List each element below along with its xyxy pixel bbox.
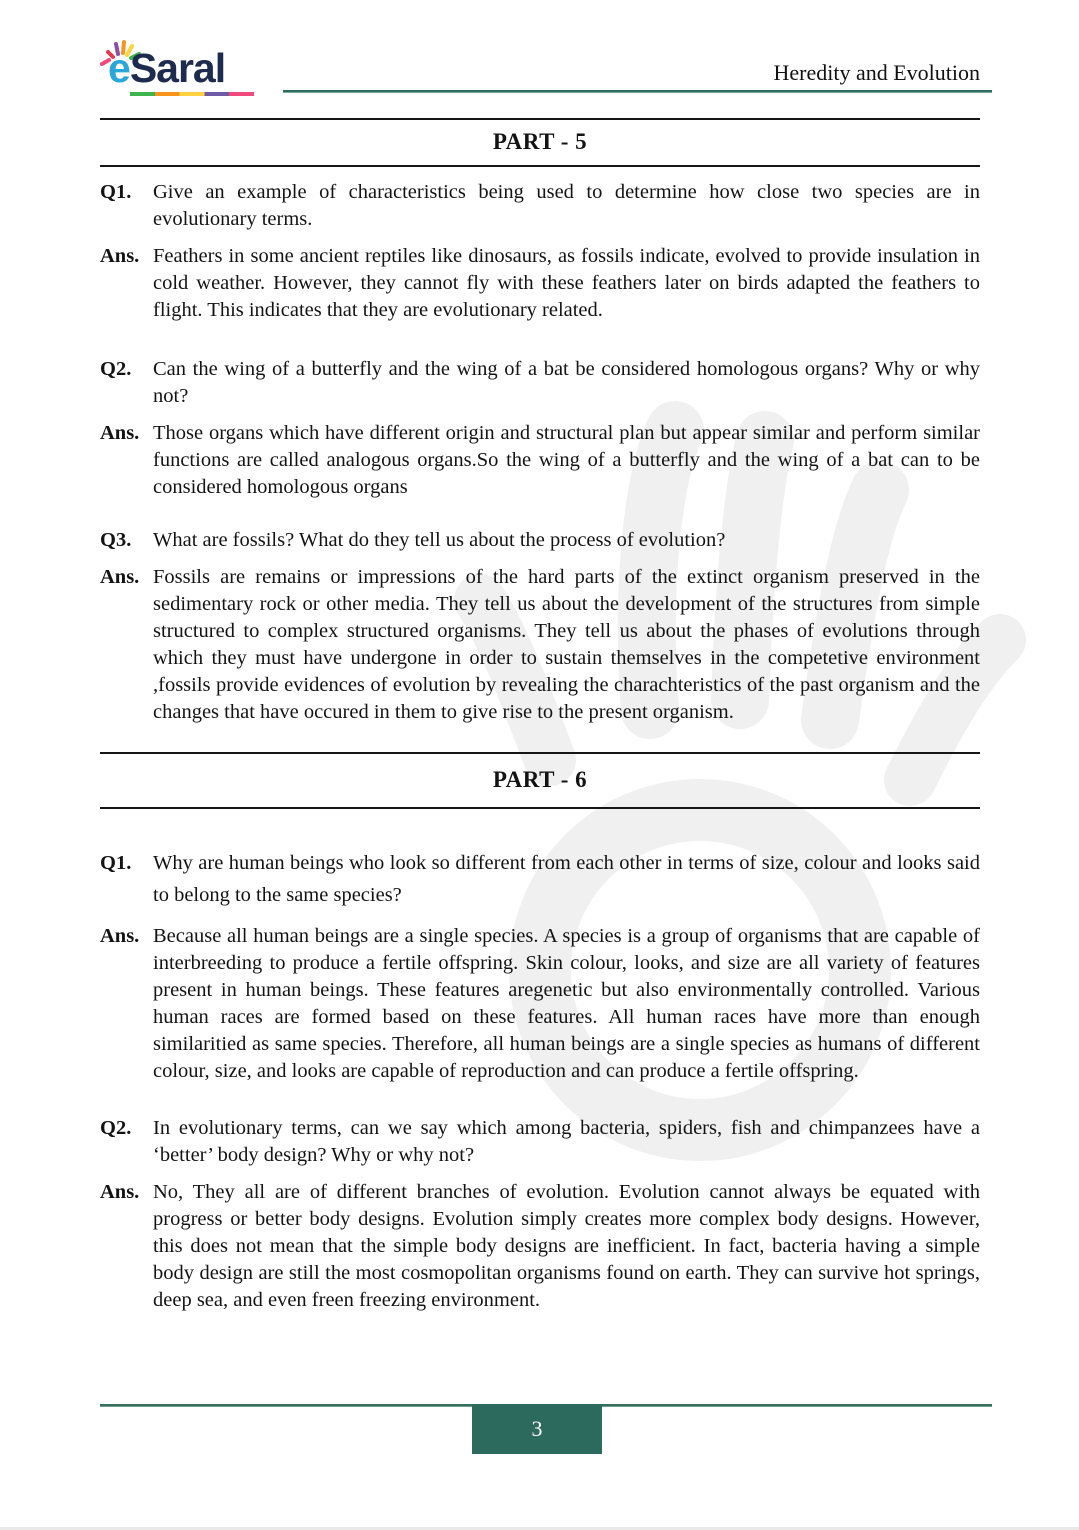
question-text: Give an example of characteristics being used to determine how close two species are in evolutionary terms. — [153, 181, 980, 230]
answer-label: Ans. — [100, 566, 140, 588]
answer-block — [100, 923, 980, 1085]
header-divider — [283, 90, 992, 93]
answer-text: Because all human beings are a single species. A species is a group of organisms that are capable of interbreeding to produce a fertile offspring. Skin colour, looks, and size are all variety of features present in human beings. These features aregenetic but also environmentally controlled. Various human races are formed based on these features. All human races have more than enough similaritied as same species. Therefore, all human beings are a single species as humans of different colour, size, and looks are capable of reproduction and can produce a fertile offspring. — [153, 925, 980, 1082]
page-content — [100, 118, 980, 1314]
answer-label: Ans. — [100, 422, 140, 444]
answer-text: Those organs which have different origin and structural plan but appear similar and perform similar functions are called analogous organs.So the wing of a butterfly and the wing of a bat can to be considered homologous organs — [153, 422, 980, 498]
question-label: Q2. — [100, 358, 132, 380]
question-block — [100, 527, 980, 554]
question-text: In evolutionary terms, can we say which among bacteria, spiders, fish and chimpanzees have a ‘better’ body design? Why or why not? — [153, 1117, 980, 1166]
answer-block — [100, 1179, 980, 1314]
question-label: Q3. — [100, 529, 132, 551]
question-block — [100, 847, 980, 911]
answer-text: Feathers in some ancient reptiles like dinosaurs, as fossils indicate, evolved to provide insulation in cold weather. However, they cannot fly with these feathers later on birds adapted the feathers to flight. This indicates that they are evolutionary related. — [153, 245, 980, 321]
answer-block — [100, 243, 980, 324]
answer-block — [100, 420, 980, 501]
esaral-logo — [100, 44, 270, 100]
question-text: Why are human beings who look so different from each other in terms of size, colour and looks said to belong to the same species? — [153, 852, 980, 906]
answer-text: No, They all are of different branches of evolution. Evolution cannot always be equated with progress or better body designs. Evolution simply creates more complex body designs. However, this does not mean that the simple body designs are inefficient. In fact, bacteria having a simple body design are still the most cosmopolitan organisms found on earth. They can survive hot springs, deep sea, and even freen freezing environment. — [153, 1181, 980, 1311]
answer-block — [100, 564, 980, 726]
answer-label: Ans. — [100, 925, 140, 947]
answer-text: Fossils are remains or impressions of the hard parts of the extinct organism preserved in the sedimentary rock or other media. They tell us about the development of the structures from simple structured to complex structured organisms. They tell us about the phases of evolutions through which they must have undergone in order to sustain themselves in the competetive environment ,fossils provide evidences of evolution by revealing the charachteristics of the past organism and the changes that have occured in them to give rise to the present organism. — [153, 566, 980, 723]
question-block — [100, 356, 980, 410]
answer-label: Ans. — [100, 245, 140, 267]
page-number-badge — [472, 1404, 602, 1454]
question-block — [100, 179, 980, 233]
logo-color-underline — [130, 92, 254, 96]
question-label: Q2. — [100, 1117, 132, 1139]
chapter-title: Heredity and Evolution — [773, 60, 980, 85]
question-label: Q1. — [100, 852, 132, 874]
answer-label: Ans. — [100, 1181, 140, 1203]
part-6-heading: PART - 6 — [100, 752, 980, 809]
logo-letter-e: e — [108, 45, 130, 91]
question-block — [100, 1115, 980, 1169]
page-number: 3 — [531, 1416, 543, 1441]
logo-word-saral: Saral — [129, 45, 226, 91]
question-label: Q1. — [100, 181, 132, 203]
question-text: Can the wing of a butterfly and the wing of a bat be considered homologous organs? Why or why not? — [153, 358, 980, 407]
question-text: What are fossils? What do they tell us about the process of evolution? — [153, 529, 726, 551]
part-5-heading: PART - 5 — [100, 118, 980, 167]
logo-wordmark — [108, 46, 225, 90]
